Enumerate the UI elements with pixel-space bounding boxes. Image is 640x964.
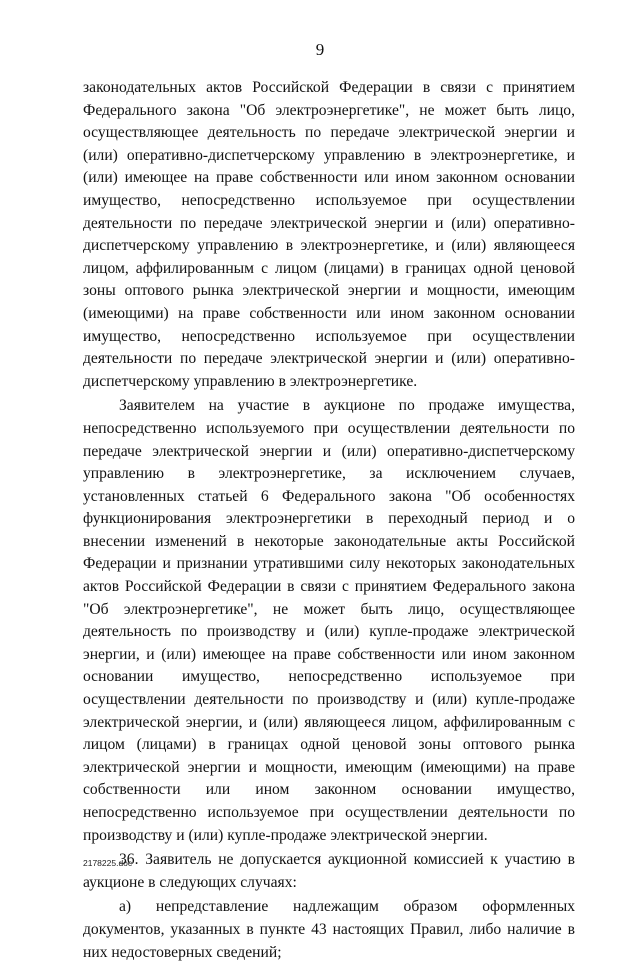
- paragraph-continuation: законодательных актов Российской Федерации в связи с принятием Федерального закона "Об электроэнергетике", не может быть лицо, осуществляющее деятельность по передаче электрической энергии и (или) оперативно-диспетчерскому управлению в электроэнергетике, и (или) имеющее на праве собственности или ином законном основании имущество, непосредственно используемое при осуществлении деятельности по передаче электрической энергии и (или) оперативно-диспетчерскому управлению в электроэнергетике, и (или) являющееся лицом, аффилированным с лицом (лицами) в границах одной ценовой зоны оптового рынка электрической энергии и мощности, имеющим (имеющими) на праве собственности или ином законном основании имущество, непосредственно используемое при осуществлении деятельности по передаче электрической энергии и (или) оперативно-диспетчерскому управлению в электроэнергетике.: [83, 79, 575, 390]
- footer-file-name: 2178225.doc: [83, 858, 133, 868]
- paragraph-item-36: 36. Заявитель не допускается аукционной комиссией к участию в аукционе в следующих случаях:: [83, 851, 575, 891]
- page-number: 9: [315, 40, 325, 59]
- paragraph-applicant-restriction: Заявителем на участие в аукционе по продаже имущества, непосредственно используемого при осуществлении деятельности по передаче электрической энергии и (или) оперативно-диспетчерскому управлению в электроэнергетике, за исключением случаев, установленных статьей 6 Федерального закона "Об особенностях функционирования электроэнергетики в переходный период и о внесении изменений в некоторые законодательные акты Российской Федерации и признании утратившими силу некоторых законодательных актов Российской Федерации в связи с принятием Федерального закона "Об электроэнергетике", не может быть лицо, осуществляющее деятельность по производству и (или) купле-продаже электрической энергии, и (или) имеющее на праве собственности или ином законном основании имущество, непосредственно используемое при осуществлении деятельности по производству и (или) купле-продаже электрической энергии, и (или) являющееся лицом, аффилированным с лицом (лицами) в границах одной ценовой зоны оптового рынка электрической энергии и мощности, имеющим (имеющими) на праве собственности или ином законном основании имущество, непосредственно используемое при осуществлении деятельности по производству и (или) купле-продаже электрической энергии.: [83, 397, 575, 844]
- document-body: [83, 77, 575, 964]
- paragraph-subitem-a: а) непредставление надлежащим образом оформленных документов, указанных в пункте 43 настоящих Правил, либо наличие в них недостоверных сведений;: [83, 898, 575, 961]
